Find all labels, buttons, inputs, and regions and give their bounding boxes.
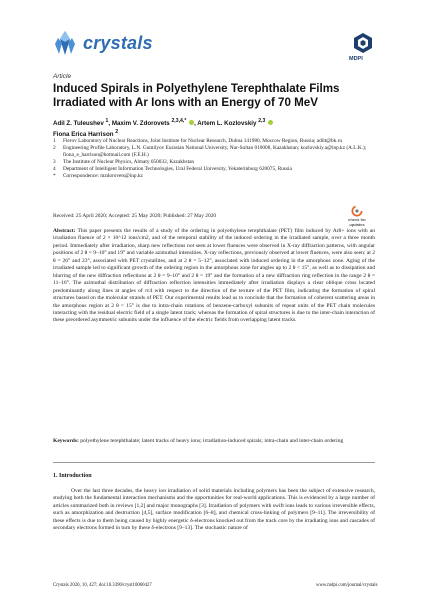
correspondence-text[interactable]: Correspondence: mzdorovets@inp.kz (63, 173, 143, 179)
correspondence-item (53, 173, 383, 180)
section-divider (53, 462, 375, 463)
check-for-updates-label: check for updates (348, 217, 366, 227)
journal-name: crystals (83, 32, 153, 53)
affiliation-text: Flerov Laboratory of Nuclear Reactions, Joint Institute for Nuclear Research, Dubna 141980, Moscow Region, Russia; adilt@bk.ru (63, 138, 343, 144)
author-name[interactable]: , Maxim V. Zdorovets (108, 120, 170, 128)
abstract-text: This paper presents the results of a study of the ordering in polyethylene terephthalate (PET) film induced by Ar8+ ions with an irradiation fluence of 2 × 10^12 ions/cm2, and of the temporal stability of the induced ordering in the irradiated sample, over a three month period. Immediately after irradiation, sharp new reflections not seen at lower fluences were observed in X-ray diffraction patterns, with angular positions of 2 θ = 9–10° and 19° and variable azimuthal intensities. X-ray reflections, previously observed at lower fluences, were also seen: at 2 θ = 26° and 23°, associated with PET crystallites, and at 2 θ = 5–12°, associated with induced ordering in the amorphous zone. Aging of the irradiated sample led to significant growth of the ordering region in the amorphous zone for angles up to 2 θ < 15°, as well as to dissipation and blurring of the new diffraction reflections at 2 θ = 9–10° and 2 θ = 19° and the formation of a new diffraction ring reflection in the range 2 θ = 11–16°. The azimuthal distribution of diffraction reflection intensities immediately after irradiation displays a clear oblique cross located predominantly along lines at angles of π/4 with respect to the direction of the texture of the PET film, indicating the formation of spiral structures based on the molecular strands of PET. Our experimental results lead us to conclude that the formation of coherent scattering areas in the amorphous region at 2 θ < 15° is due to intra-chain rotations of benzene-carboxyl subunits of repeat units of the PET chain molecules interacting with the residual electric field of a single latent track; whereas the formation of spiral structures is due to the inter-chain interaction of these preordered asymmetric subunits under the influence of the electric fields from overlapping latent tracks. (53, 228, 375, 324)
abstract (53, 228, 375, 325)
crystal-icon (53, 30, 77, 56)
keywords-text: polyethylene terephthalate; latent tracks of heavy ions; irradiation-induced spirals; intra-chain and inter-chain ordering (80, 438, 344, 444)
affiliation-text: The Institute of Nuclear Physics, Almaty 050032, Kazakhstan (63, 159, 195, 165)
update-ring-icon (351, 205, 363, 217)
affiliation-number: 1 (53, 138, 56, 144)
orcid-icon[interactable] (268, 120, 273, 125)
journal-logo[interactable] (53, 30, 153, 56)
introduction-paragraph: Over the last three decades, the heavy ion irradiation of solid materials including polymers has been the subject of extensive research, studying both the fundamental interaction mechanisms and the opportunities for real-world applications. This is evidenced by a large number of articles summarized both in reviews [1,2] and major monographs [3]. Irradiation of polymers with swift ions leads to various irreversible effects, such as amorphization and destruction [4,5], surface modification [6–8], and chemical cross-linking of polymers [9–11]. The irreversibility of these effects is due to them being caused by highly energetic δ-electrons knocked out from the track core by the irradiating ions and cascades of secondary electrons formed in turn by these δ-electrons [9–13]. The stochastic nature of (53, 488, 375, 532)
affiliation-item (53, 166, 383, 173)
author-list (53, 117, 383, 139)
author-name[interactable]: , Artem L. Kozlovskiy (194, 120, 257, 128)
section-heading-introduction: 1. Introduction (53, 473, 92, 479)
author-name[interactable]: Adil Z. Tuleushev (53, 120, 104, 128)
affiliation-number: 3 (53, 159, 56, 165)
author-line-1 (53, 117, 383, 128)
article-title: Induced Spirals in Polyethylene Terephthalate Films Irradiated with Ar Ions with an Energy of 70 MeV (53, 82, 340, 109)
affiliation-text: Department of Intelligent Information Technologies, Ural Federal University, Yekaterinburg 620075, Russia (63, 166, 292, 172)
check-for-updates-badge[interactable] (340, 205, 374, 227)
affiliation-number: 4 (53, 166, 56, 172)
affiliation-text: Engineering Profile Laboratory, L.N. Gumilyov Eurasian National University, Nur-Sultan 010008, Kazakhstan; kozlovskiy.a@inp.kz (A.L.K.); fiona_e_harrison@hotmail.com (F.E.H.) (63, 145, 367, 158)
author-affiliation-mark: 2,3,4,* (171, 118, 187, 124)
affiliation-item (53, 159, 383, 166)
affiliation-number: * (53, 173, 56, 179)
footer-citation: Crystals 2020, 10, 427; doi:10.3390/cryst10060427 (53, 583, 152, 588)
keywords-label: Keywords: (53, 438, 79, 444)
author-name[interactable]: Fiona Erica Harrison (53, 131, 114, 139)
keywords (53, 438, 375, 445)
author-affiliation-mark: 1 (105, 118, 109, 124)
mdpi-logo-icon[interactable] (352, 32, 374, 54)
author-affiliation-mark: 2,3 (258, 118, 266, 124)
publication-dates: Received: 25 April 2020; Accepted: 25 May 2020; Published: 27 May 2020 (53, 213, 217, 219)
affiliation-list (53, 138, 383, 180)
publisher-name: MDPI (349, 56, 363, 62)
author-affiliation-mark: 2 (115, 129, 119, 136)
abstract-label: Abstract: (53, 228, 76, 234)
footer-website-link[interactable]: www.mdpi.com/journal/crystals (316, 583, 378, 588)
article-type: Article (53, 73, 72, 80)
affiliation-number: 2 (53, 145, 56, 151)
affiliation-item (53, 145, 383, 159)
affiliation-item (53, 138, 383, 145)
